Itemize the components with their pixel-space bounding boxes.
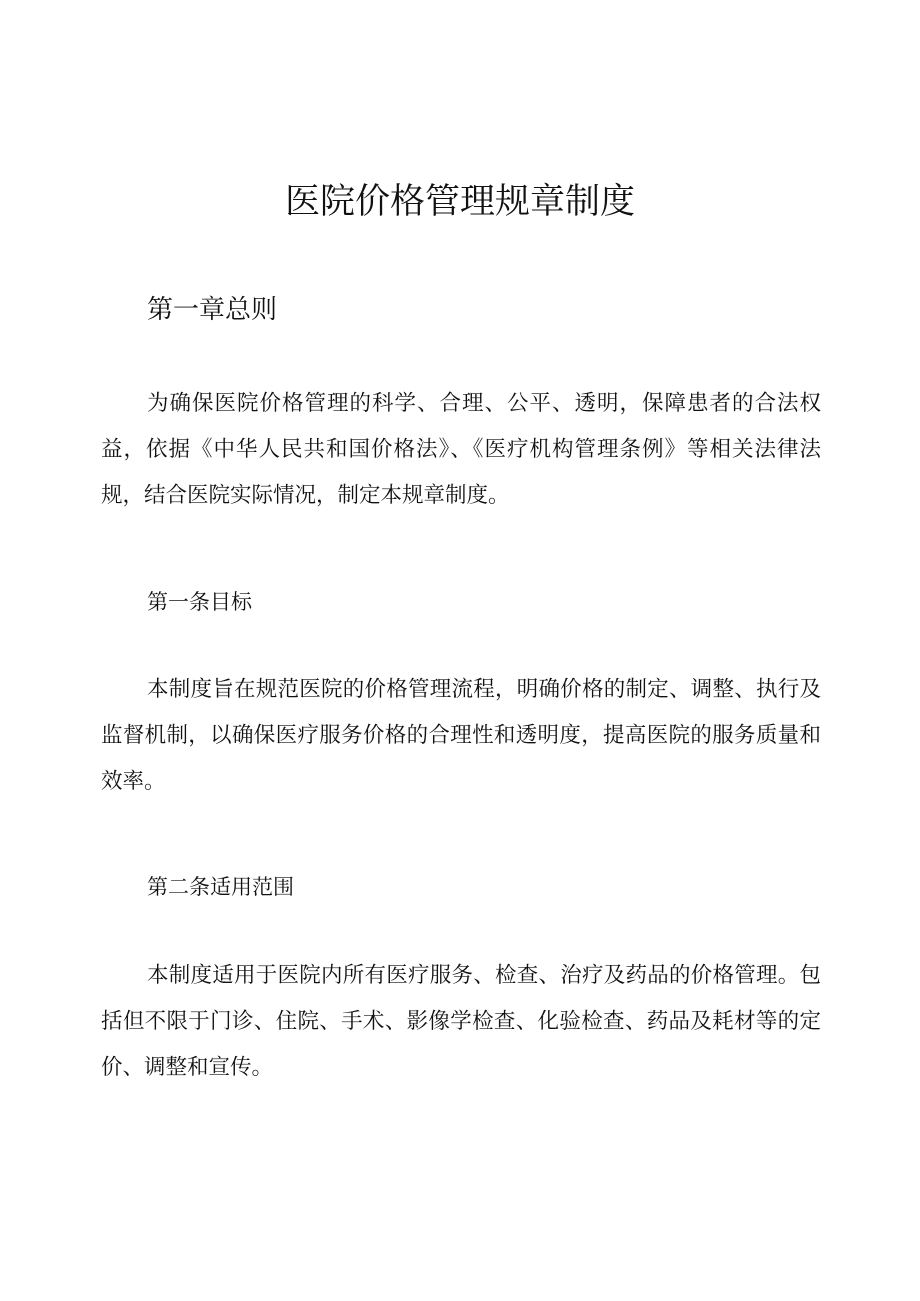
article-1-paragraph: 本制度旨在规范医院的价格管理流程，明确价格的制定、调整、执行及监督机制，以确保医疗服务价格的合理性和透明度，提高医院的服务质量和效率。 xyxy=(101,677,821,794)
chapter-intro-paragraph: 为确保医院价格管理的科学、合理、公平、透明，保障患者的合法权益，依据《中华人民共和国价格法》、《医疗机构管理条例》等相关法律法规，结合医院实际情况，制定本规章制度。 xyxy=(101,391,821,508)
article-1-heading: 第一条目标 xyxy=(147,590,252,614)
article-2-heading: 第二条适用范围 xyxy=(147,875,294,899)
document-title: 医院价格管理规章制度 xyxy=(284,182,635,222)
article-2-paragraph: 本制度适用于医院内所有医疗服务、检查、治疗及药品的价格管理。包括但不限于门诊、住院、手术、影像学检查、化验检查、药品及耗材等的定价、调整和宣传。 xyxy=(101,963,821,1080)
chapter-heading: 第一章总则 xyxy=(147,295,278,325)
